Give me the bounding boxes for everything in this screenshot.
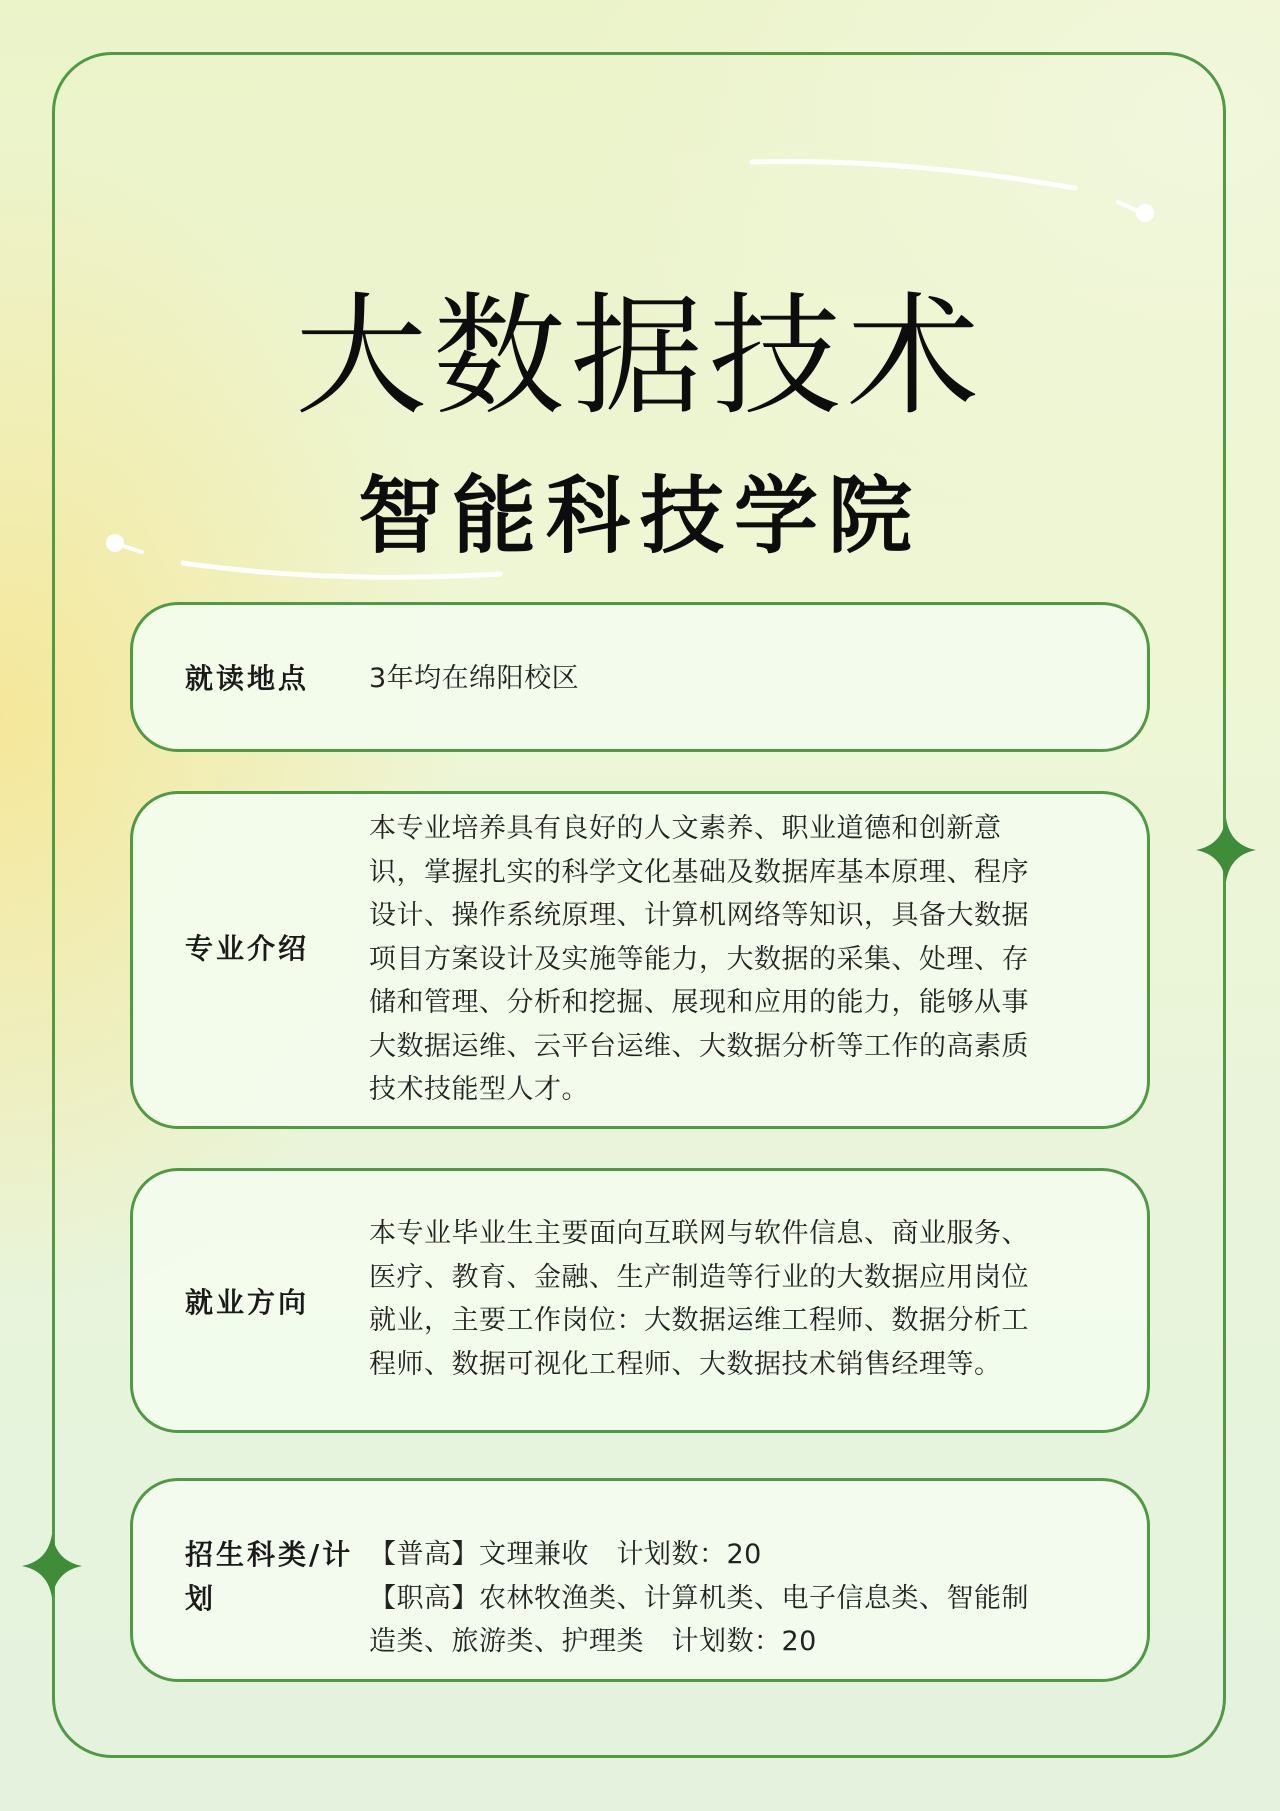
- college-name: 智能科技学院: [357, 467, 922, 565]
- card-text: 本专业培养具有良好的人文素养、职业道德和创新意 识，掌握扎实的科学文化基础及数据库基本原理、程序 设计、操作系统原理、计算机网络等知识，具备大数据 项目方案设计及实施等能力，大数据的采集、处理、存 储和管理、分析和挖掘、展现和应用的能力，能够从事 大数据运维、云平台运维、大数据分析等工作的高素质 技术技能型人才。: [369, 813, 1029, 1105]
- card-text: 3年均在绵阳校区: [369, 663, 580, 694]
- page-title: 大数据技术: [295, 280, 985, 434]
- card-label: 就业方向: [185, 1286, 310, 1319]
- info-card-location: [130, 602, 1150, 752]
- card-label: 专业介绍: [185, 932, 310, 965]
- card-text: 本专业毕业生主要面向互联网与软件信息、商业服务、 医疗、教育、金融、生产制造等行业的大数据应用岗位 就业，主要工作岗位：大数据运维工程师、数据分析工 程师、数据可视化工程师、大数据技术销售经理等。: [369, 1218, 1029, 1380]
- card-text: 【普高】文理兼收 计划数：20 【职高】农林牧渔类、计算机类、电子信息类、智能制 造类、旅游类、护理类 计划数：20: [369, 1539, 1029, 1657]
- card-label: 招生科类/计划: [185, 1538, 354, 1615]
- sparkle-star-icon: [22, 1534, 82, 1598]
- info-card-introduction: [130, 791, 1150, 1129]
- info-card-enrollment: [130, 1478, 1150, 1682]
- card-label: 就读地点: [185, 662, 310, 695]
- sparkle-star-icon: [1196, 818, 1256, 882]
- comet-streak-top: [752, 162, 1075, 188]
- info-card-employment: [130, 1168, 1150, 1433]
- comet-dot-top: [1136, 204, 1154, 222]
